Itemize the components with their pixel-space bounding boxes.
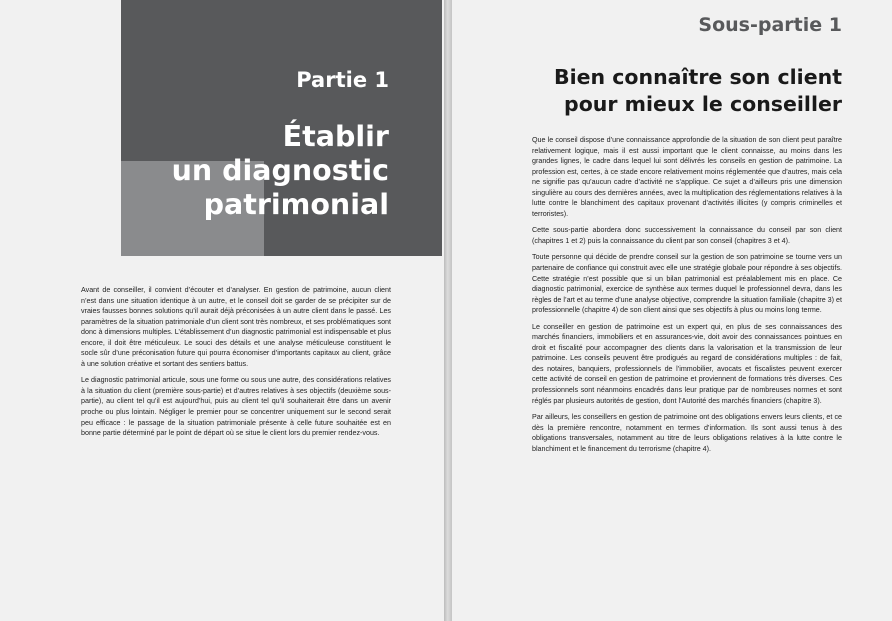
- subpart-intro-text: [532, 135, 842, 460]
- paragraph: Le conseiller en gestion de patrimoine est un expert qui, en plus de ses connaissances des marchés financiers, immobiliers et en assurances-vie, doit avoir des connaissances pointues en droit et fiscalité pour accompagner des clients dans la valorisation et la transmission de leur patrimoine. Les conseils peuvent être prodigués au regard de considérations multiples : de fait, des notaires, banquiers, professionnels de l’immobilier, avocats et fiscalistes peuvent exercer cette activité de conseil en gestion de patrimoine et proviennent de formations très diverses. Ces professionnels sont néanmoins encadrés dans leur pratique par de nombreuses normes et sont réglés par plusieurs autorités de gestion, dont l’Autorité des marchés financiers (chapitre 3).: [532, 322, 842, 405]
- book-gutter: [444, 0, 452, 621]
- paragraph: Que le conseil dispose d’une connaissance approfondie de la situation de son client peut paraître relativement logique, mais il est aussi important que le client connaisse, au moins dans les grandes lignes, le cadre dans lequel lui sont délivrés les conseils en gestion de patrimoine. La profession est, certes, à ce stade encore relativement moins réglementée que d’autres, mais cela ne signifie pas qu’aucun cadre d’activité ne s’applique. Ce sujet a d’ailleurs pris une dimension singulière au cours des dernières années, avec la multiplication des réglementations relatives à la lutte contre le blanchiment des capitaux provenant d’activités illicites (y compris criminelles et terroristes).: [532, 136, 842, 218]
- subpart-title: [554, 64, 842, 118]
- paragraph: Cette sous-partie abordera donc successivement la connaissance du conseil par son client (chapitres 1 et 2) puis la connaissance du client par son conseil (chapitres 3 et 4).: [532, 226, 842, 245]
- part-title: [172, 120, 389, 222]
- part-intro-text: [81, 285, 391, 445]
- subpart-title-line: pour mieux le conseiller: [564, 92, 842, 116]
- paragraph: Avant de conseiller, il convient d’écouter et d’analyser. En gestion de patrimoine, aucun client n’est dans une situation identique à un autre, et le conseil doit se garder de se précipiter sur de vraies fausses bonnes solutions qu’il aurait déjà préconisées à un autre client dans le passé. Les paramètres de la situation patrimoniale d’un client sont très nombreux, et ses problématiques sont donc à dimensions multiples. L’établissement d’un diagnostic patrimonial est indispensable et plus encore, il doit être méticuleux. Le souci des détails et une analyse méticuleuse constituent le socle sûr d’une préconisation future qui pourra économiser d’importants capitaux au client, grâce à une solution créative et sortant des sentiers battus.: [81, 286, 391, 368]
- left-page: [0, 0, 444, 621]
- paragraph: Par ailleurs, les conseillers en gestion de patrimoine ont des obligations envers leurs clients, et ce dès la première rencontre, notamment en termes d’information. Ils sont aussi tenus à des obligations transversales, notamment au titre de leurs obligations relatives à la lutte contre le blanchiment et le financement du terrorisme (chapitre 4).: [532, 413, 842, 453]
- part-label: Partie 1: [296, 68, 389, 92]
- subpart-title-line: Bien connaître son client: [553, 65, 842, 89]
- part-title-line: un diagnostic: [171, 154, 389, 187]
- part-title-line: patrimonial: [203, 188, 389, 221]
- part-title-line: Établir: [282, 120, 389, 153]
- right-page: [452, 0, 892, 621]
- paragraph: Toute personne qui décide de prendre conseil sur la gestion de son patrimoine se tourne vers un partenaire de confiance qui construit avec elle une stratégie globale pour répondre à ses objectifs. Cette stratégie n’est possible que si un bilan patrimonial est préalablement mis en place. Ce diagnostic patrimonial, exercice de synthèse aux termes duquel le professionnel devra, dans les règles de l’art et au terme d’une analyse objective, comprendre la situation familiale (chapitre 3) et professionnelle (chapitre 4) de son client ainsi que ses objectifs à plus ou moins long terme.: [532, 253, 842, 315]
- paragraph: Le diagnostic patrimonial articule, sous une forme ou sous une autre, des considérations relatives à la situation du client (première sous-partie) et d’autres relatives à ses objectifs (deuxième sous-partie), au client tel qu’il est aujourd’hui, puis au client tel qu’il souhaiterait être dans un avenir proche ou plus lointain. Négliger le premier pour se concentrer uniquement sur le second serait peu efficace : le passage de la situation patrimoniale présente à celle future souhaitée est en bonne partie déterminé par le point de départ où se situe le client lors du premier rendez-vous.: [81, 376, 391, 438]
- subpart-label: Sous-partie 1: [698, 14, 842, 36]
